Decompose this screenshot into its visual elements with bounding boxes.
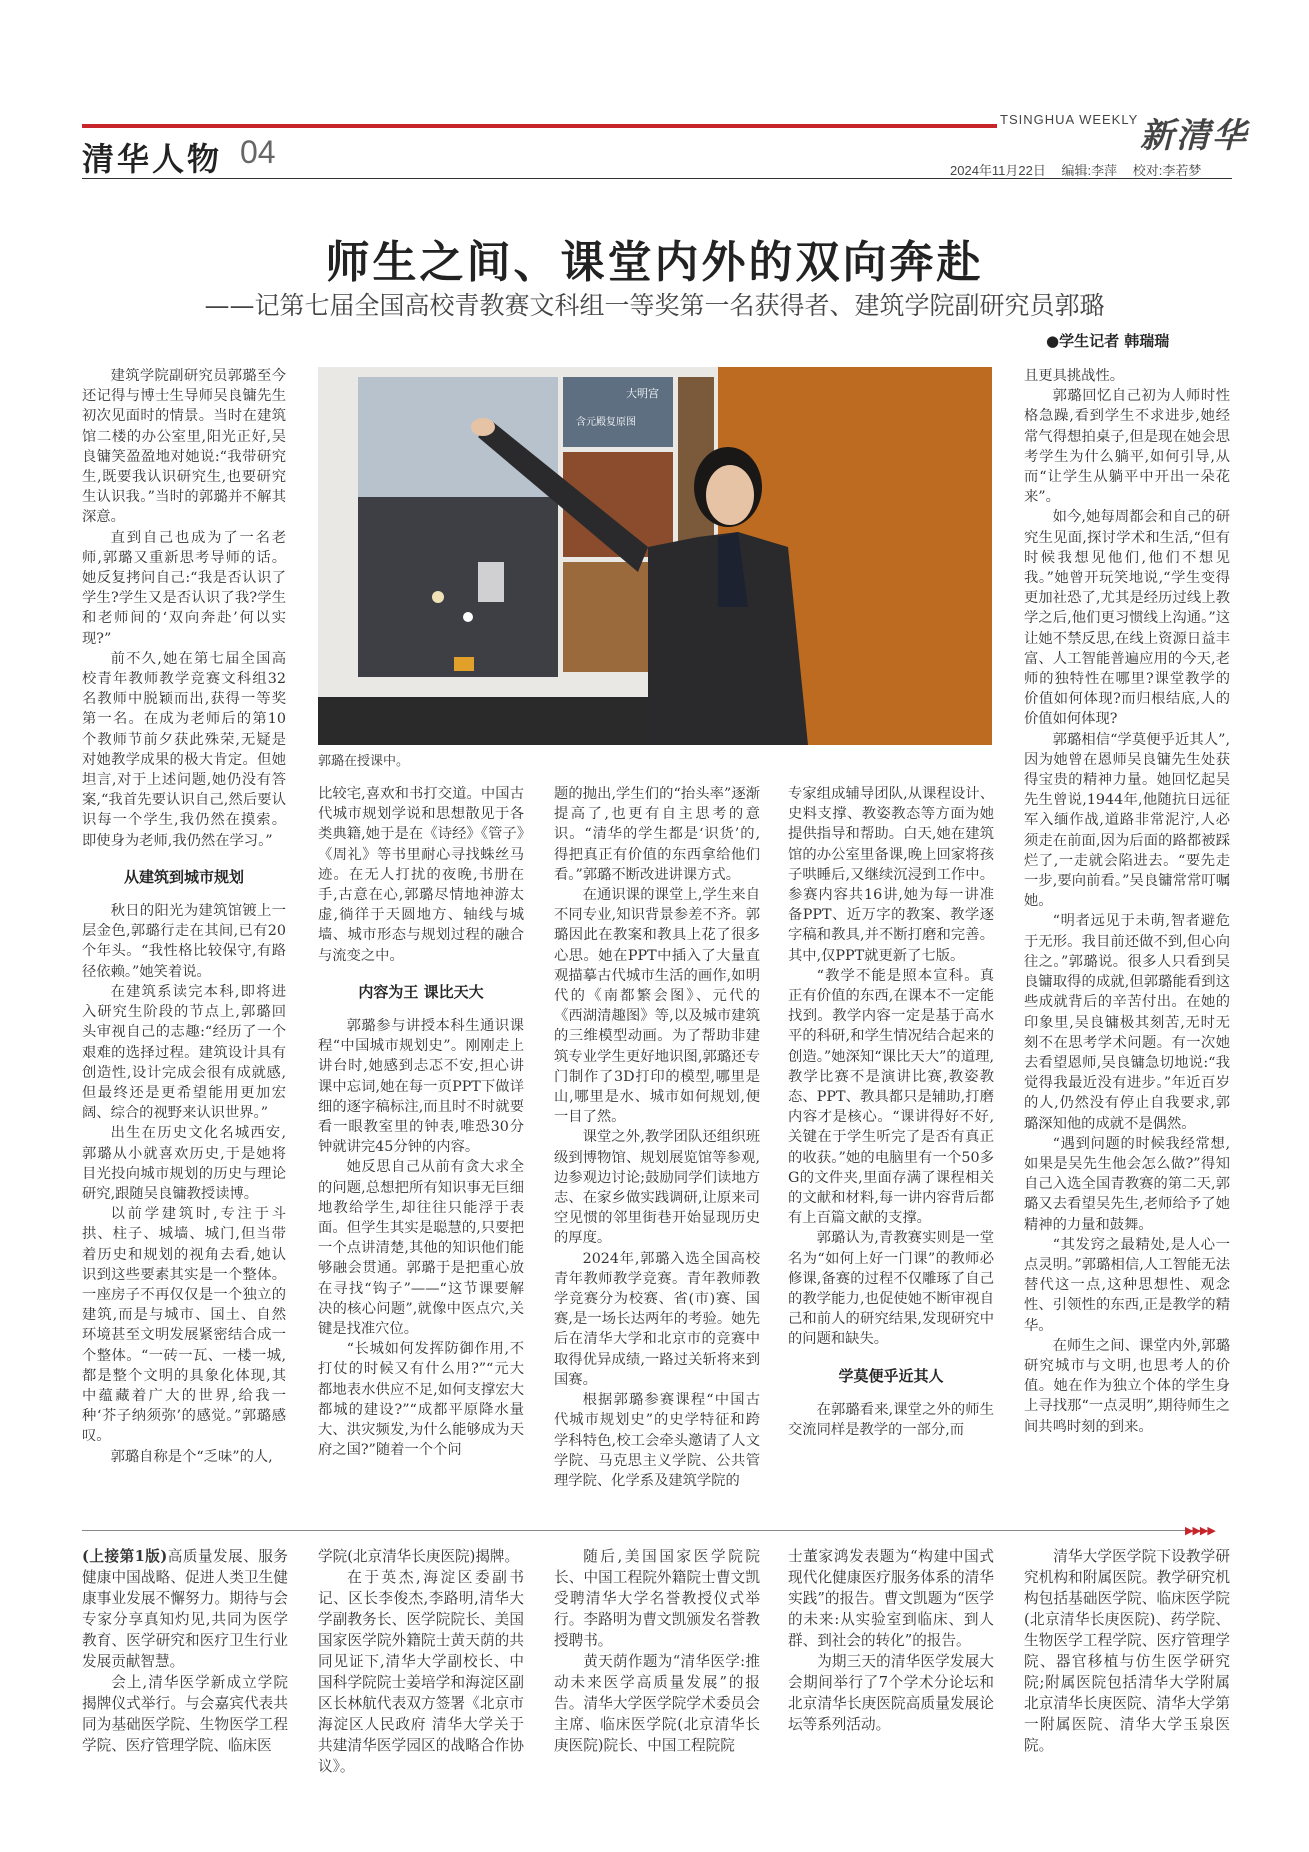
paper-logo: 新清华 [1140,116,1248,156]
paragraph: 学院(北京清华长庚医院)揭牌。 [318,1548,520,1565]
continued-column-3 [554,1546,760,1816]
paragraph: 秋日的阳光为建筑馆镀上一层金色,郭璐行走在其间,已有20个年头。“我性格比较保守,有路径依赖。”她笑着说。 [82,903,286,980]
slide-label-b: 含元殿复原图 [576,417,636,428]
paragraph: 郭璐自称是个“乏味”的人, [110,1448,273,1465]
paragraph: 直到自己也成为了一名老师,郭璐又重新思考导师的话。她反复拷问自己:“我是否认识了学生?学生又是否认识了我?学生和老师间的‘双向奔赴’何以实现?” [82,529,286,647]
paragraph: “明者远见于未萌,智者避危于无形。我目前还做不到,但心向往之。”郭璐说。很多人只看到吴良镛取得的成就,但郭璐能看到这些成就背后的辛苦付出。在她的印象里,吴良镛极其刻苦,无时无刻不在思考学术问题。有一次她去看望恩师,吴良镛急切地说:“我觉得我最近没有进步。”年近百岁的人,仍然没有停止自我要求,郭璐深知他的成就不是偶然。 [1024,913,1230,1132]
paragraph: 士董家鸿发表题为“构建中国式现代化健康医疗服务体系的清华实践”的报告。曹文凯题为“医学的未来:从实验室到临床、到人群、到社会的转化”的报告。 [788,1548,994,1649]
article-column-2 [318,784,524,1511]
page-number: 04 [240,134,276,170]
subheading: 内容为王 课比天大 [358,982,484,1001]
paragraph: 在建筑系读完本科,即将进入研究生阶段的节点上,郭璐回头审视自己的志趣:“经历了一个艰难的选择过程。建筑设计具有创造性,设计完成会很有成就感,但最终还是更希望能用更加宏阔、综合的视野来认识世界。” [82,983,286,1122]
article-column-4 [788,784,994,1511]
issue-date: 2024年11月22日 [950,163,1046,178]
article-column-3 [554,784,760,1511]
subheading: 从建筑到城市规划 [123,867,244,886]
paragraph: “长城如何发挥防御作用,不打仗的时候又有什么用?”“元大都地表水供应不足,如何支撑宏大都城的建设?”“成都平原降水量大、洪灾频发,为什么能够成为天府之国?”随着一个个问 [318,1341,524,1459]
continued-column-1 [82,1546,288,1816]
paper-name-en: TSINGHUA WEEKLY [1000,112,1139,127]
subheading: 学莫便乎近其人 [838,1366,944,1385]
paragraph: 前不久,她在第七届全国高校青年教师教学竞赛文科组32名教师中脱颖而出,获得一等奖第一名。在成为老师后的第10个教师节前夕获此殊荣,无疑是对她教学成果的极大肯定。但她坦言,对于上述问题,她仍没有答案,“我首先要认识自己,然后要认识每一个学生,我仍然在摸索。即使身为老师,我仍然在学习。” [82,650,286,849]
paragraph: 根据郭璐参赛课程“中国古代城市规划史”的史学特征和跨学科特色,校工会牵头邀请了人文学院、马克思主义学院、公共管理学院、化学系及建筑学院的 [554,1392,760,1489]
masthead-rule [82,178,1232,179]
paragraph: 郭璐认为,青教赛实则是一堂名为“如何上好一门课”的教师必修课,备赛的过程不仅雕琢了自己的教学能力,也促使她不断审视自己和前人的研究结果,发现研究中的问题和缺失。 [788,1230,994,1348]
paragraph [82,1546,288,1672]
proofreader: 校对:李若梦 [1132,163,1202,178]
paragraph: 清华大学医学院下设教学研究机构和附属医院。教学研究机构包括基础医学院、临床医学院(北京清华长庚医院)、药学院、生物医学工程学院、医疗管理学院、器官移植与仿生医学研究院;附属医院包括清华大学附属北京清华长庚医院、清华大学第一附属医院、清华大学玉泉医院。 [1024,1548,1230,1754]
paragraph: 专家组成辅导团队,从课程设计、史料支撑、教姿教态等方面为她提供指导和帮助。白天,她在建筑馆的办公室里备课,晚上回家将孩子哄睡后,又继续沉浸到工作中。参赛内容共16讲,她为每一讲准备PPT、近万字的教案、教学逐字稿和教具,并不断打磨和完善。其中,仅PPT就更新了七版。 [788,786,994,964]
paragraph: 在郭璐看来,课堂之外的师生交流同样是教学的一部分,而 [788,1401,994,1439]
paragraph: 黄天荫作题为“清华医学:推动未来医学高质量发展”的报告。清华大学医学院学术委员会主席、临床医学院(北京清华长庚医院)院长、中国工程院院 [554,1653,760,1754]
paragraph: “遇到问题的时候我经常想,如果是吴先生他会怎么做?”得知自己入选全国青教赛的第二天,郭璐又去看望吴先生,老师给予了她精神的力量和鼓舞。 [1024,1135,1230,1233]
paragraph: 在于英杰,海淀区委副书记、区长李俊杰,李路明,清华大学副教务长、医学院院长、美国国家医学院外籍院士黄天荫的共同见证下,清华大学副校长、中国科学院院士姜培学和海淀区副区长林航代表双方签署《北京市海淀区人民政府 清华大学关于共建清华医学园区的战略合作协议》。 [318,1569,524,1775]
continued-column-4 [788,1546,994,1816]
continued-column-2 [318,1546,524,1816]
masthead-red-rule [82,124,997,128]
paragraph: “教学不能是照本宣科。真正有价值的东西,在课本不一定能找到。教学内容一定是基于高水平的科研,和学生情况结合起来的创造。”她深知“课比天大”的道理,教学比赛不是演讲比赛,教姿教态、PPT、教具都只是辅助,打磨内容才是核心。“课讲得好不好,关键在于学生听完了是否有真正的收获。”她的电脑里有一个50多G的文件夹,里面存满了课程相关的文献和材料,每一讲内容背后都有上百篇文献的支撑。 [788,967,994,1227]
paragraph: 如今,她每周都会和自己的研究生见面,探讨学术和生活,“但有时候我想见他们,他们不想见我。”她曾开玩笑地说,“学生变得更加社恐了,尤其是经历过线上教学之后,他们更习惯线上沟通。”这让她不禁反思,在线上资源日益丰富、人工智能普遍应用的今天,老师的独特性在哪里?课堂教学的价值如何体现?而归根结底,人的价值如何体现? [1024,509,1230,728]
paragraph: 比较宅,喜欢和书打交道。中国古代城市规划学说和思想散见于各类典籍,她于是在《诗经》《管子》《周礼》等书里耐心寻找蛛丝马迹。在无人打扰的夜晚,书册在手,古意在心,郭璐尽情地神游太虚,徜徉于天圆地方、轴线与城墙、城市形态与规划过程的融合与流变之中。 [318,786,524,964]
section-divider [82,1530,1207,1531]
photo-caption: 郭璐在授课中。 [318,754,410,769]
paragraph: 题的抛出,学生们的“抬头率”逐渐提高了,也更有自主思考的意识。“清华的学生都是‘识货’的,得把真正有价值的东西拿给他们看。”郭璐不断改进讲课方式。 [554,786,760,883]
paragraph: 出生在历史文化名城西安,郭璐从小就喜欢历史,于是她将目光投向城市规划的历史与理论研究,跟随吴良镛教授读博。 [82,1125,286,1202]
paragraph: 课堂之外,教学团队还组织班级到博物馆、规划展览馆等参观,边参观边讨论;鼓励同学们读地方志、在家乡做实践调研,让原来司空见惯的邻里街巷开始显现历史的厚度。 [554,1129,760,1247]
continued-lead: (上接第1版) [82,1548,168,1565]
paragraph: 2024年,郭璐入选全国高校青年教师教学竞赛。青年教师教学竞赛分为校赛、省(市)赛、国赛,是一场长达两年的考验。她先后在清华大学和北京市的竞赛中取得优异成绩,一路过关斩将来到国赛。 [554,1250,760,1388]
paragraph: 且更具挑战性。 [1024,368,1125,384]
paragraph: 在通识课的课堂上,学生来自不同专业,知识背景参差不齐。郭璐因此在教案和教具上花了很多心思。她在PPT中插入了大量直观描摹古代城市生活的画作,如明代的《南都繁会图》、元代的《西湖清趣图》等,以及城市建筑的三维模型动画。为了帮助非建筑专业学生更好地识图,郭璐还专门制作了3D打印的模型,哪里是山,哪里是水、城市如何规划,便一目了然。 [554,887,760,1126]
article-subtitle: ——记第七届全国高校青教赛文科组一等奖第一名获得者、建筑学院副研究员郭璐 [204,291,1105,320]
paragraph: 她反思自己从前有贪大求全的问题,总想把所有知识事无巨细地教给学生,却往往只能浮于表面。但学生其实是聪慧的,只要把一个点讲清楚,其他的知识他们能够融会贯通。郭璐于是把重心放在寻找“钩子”——“这节课要解决的核心问题”,就像中医点穴,关键是找准穴位。 [318,1159,524,1338]
paragraph: 郭璐参与讲授本科生通识课程“中国城市规划史”。刚刚走上讲台时,她感到忐忑不安,担心讲课中忘词,她在每一页PPT下做详细的逐字稿标注,而且时不时就要看一眼教室里的钟表,唯恐30分钟就讲完45分钟的内容。 [318,1018,524,1156]
paragraph: 随后,美国国家医学院院长、中国工程院外籍院士曹文凯受聘清华大学名誉教授仪式举行。李路明为曹文凯颁发名誉教授聘书。 [554,1548,760,1649]
paragraph: 为期三天的清华医学发展大会期间举行了7个学术分论坛和北京清华长庚医院高质量发展论坛等系列活动。 [788,1653,994,1733]
paragraph: 郭璐回忆自己初为人师时性格急躁,看到学生不求进步,她经常气得想拍桌子,但是现在她会思考学生为什么躺平,如何引导,从而“让学生从躺平中开出一朵花来”。 [1024,388,1230,506]
article-column-5 [1024,366,1230,1511]
section-title: 清华人物 [82,140,223,178]
continue-arrows-icon: ▶▶▶▶ [1185,1524,1215,1537]
paragraph: 在师生之间、课堂内外,郭璐研究城市与文明,也思考人的价值。她在作为独立个体的学生身上寻找那“一点灵明”,期待师生之间共鸣时刻的到来。 [1024,1337,1230,1435]
paragraph: 建筑学院副研究员郭璐至今还记得与博士生导师吴良镛先生初次见面时的情景。当时在建筑馆二楼的办公室里,阳光正好,吴良镛笑盈盈地对她说:“我带研究生,既要我认识研究生,也要研究生认识我。”当时的郭璐并不解其深意。 [82,368,286,526]
paragraph: “其发窍之最精处,是人心一点灵明。”郭璐相信,人工智能无法替代这一点,这种思想性、观念性、引领性的东西,正是教学的精华。 [1024,1236,1230,1334]
slide-label-a: 大明宫 [626,387,659,400]
editor: 编辑:李萍 [1061,163,1118,178]
article-photo [318,367,992,745]
dateline [950,160,1213,179]
paragraph: 会上,清华医学新成立学院揭牌仪式举行。与会嘉宾代表共同为基础医学院、生物医学工程学院、医疗管理学院、临床医 [82,1674,288,1754]
article-column-1 [82,366,286,1511]
paragraph-text: 高质量发展、服务健康中国战略、促进人类卫生健康事业发展不懈努力。期待与会专家分享真知灼见,共同为医学教育、医学研究和医疗卫生行业发展贡献智慧。 [82,1548,288,1670]
paragraph: 郭璐相信“学莫便乎近其人”,因为她曾在恩师吴良镛先生处获得宝贵的精神力量。她回忆起吴先生曾说,1944年,他随抗日远征军入缅作战,道路非常泥泞,人必须走在前面,因为后面的路都被踩烂了,一走就会陷进去。“要先走一步,要向前看。”吴良镛常常叮嘱她。 [1024,731,1230,910]
paragraph: 以前学建筑时,专注于斗拱、柱子、城墙、城门,但当带着历史和规划的视角去看,她认识到这些要素其实是一个整体。一座房子不再仅仅是一个独立的建筑,而是与城市、国土、自然环境甚至文明发展紧密结合成一个整体。“一砖一瓦、一楼一城,都是整个文明的具象化体现,其中蕴藏着广大的世界,给我一种‘芥子纳须弥’的感觉。”郭璐感叹。 [82,1206,286,1445]
byline: ●学生记者 韩瑞瑞 [1046,332,1170,350]
classroom-photo [318,367,992,745]
continued-column-5 [1024,1546,1230,1816]
article-title: 师生之间、课堂内外的双向奔赴 [325,237,984,288]
